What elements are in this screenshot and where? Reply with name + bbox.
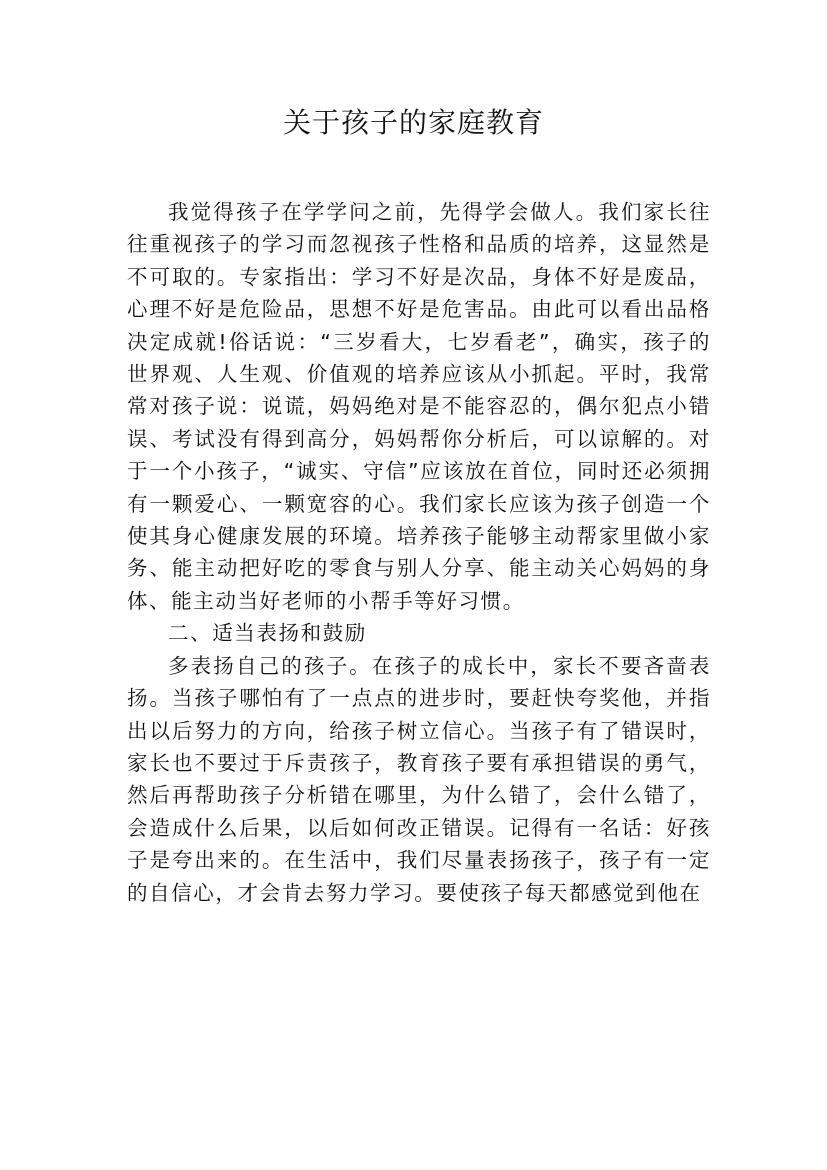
section-heading-praise: 二、适当表扬和鼓励 [168, 621, 367, 646]
paragraph-intro: 我觉得孩子在学学问之前，先得学会做人。我们家长往往重视孩子的学习而忽视孩子性格和品质的培养，这显然是不可取的。专家指出：学习不好是次品，身体不好是废品，心理不好是危险品，思想不好是危害品。由此可以看出品格决定成就!俗话说：“三岁看大，七岁看老”，确实，孩子的世界观、人生观、价值观的培养应该从小抓起。平时，我常常对孩子说：说谎，妈妈绝对是不能容忍的，偶尔犯点小错误、考试没有得到高分，妈妈帮你分析后，可以谅解的。对于一个小孩子，“诚实、守信”应该放在首位，同时还必须拥有一颗爱心、一颗宽容的心。我们家长应该为孩子创造一个使其身心健康发展的环境。培养孩子能够主动帮家里做小家务、能主动把好吃的零食与别人分享、能主动关心妈妈的身体、能主动当好老师的小帮手等好习惯。 [127, 200, 711, 613]
paragraph-praise: 多表扬自己的孩子。在孩子的成长中，家长不要吝啬表扬。当孩子哪怕有了一点点的进步时，要赶快夸奖他，并指出以后努力的方向，给孩子树立信心。当孩子有了错误时，家长也不要过于斥责孩子，教育孩子要有承担错误的勇气，然后再帮助孩子分析错在哪里，为什么错了，会什么错了，会造成什么后果，以后如何改正错误。记得有一名话：好孩子是夸出来的。在生活中，我们尽量表扬孩子，孩子有一定的自信心，才会肯去努力学习。要使孩子每天都感觉到他在 [127, 653, 711, 905]
document-title: 关于孩子的家庭教育 [282, 106, 544, 139]
document-body [127, 196, 711, 909]
